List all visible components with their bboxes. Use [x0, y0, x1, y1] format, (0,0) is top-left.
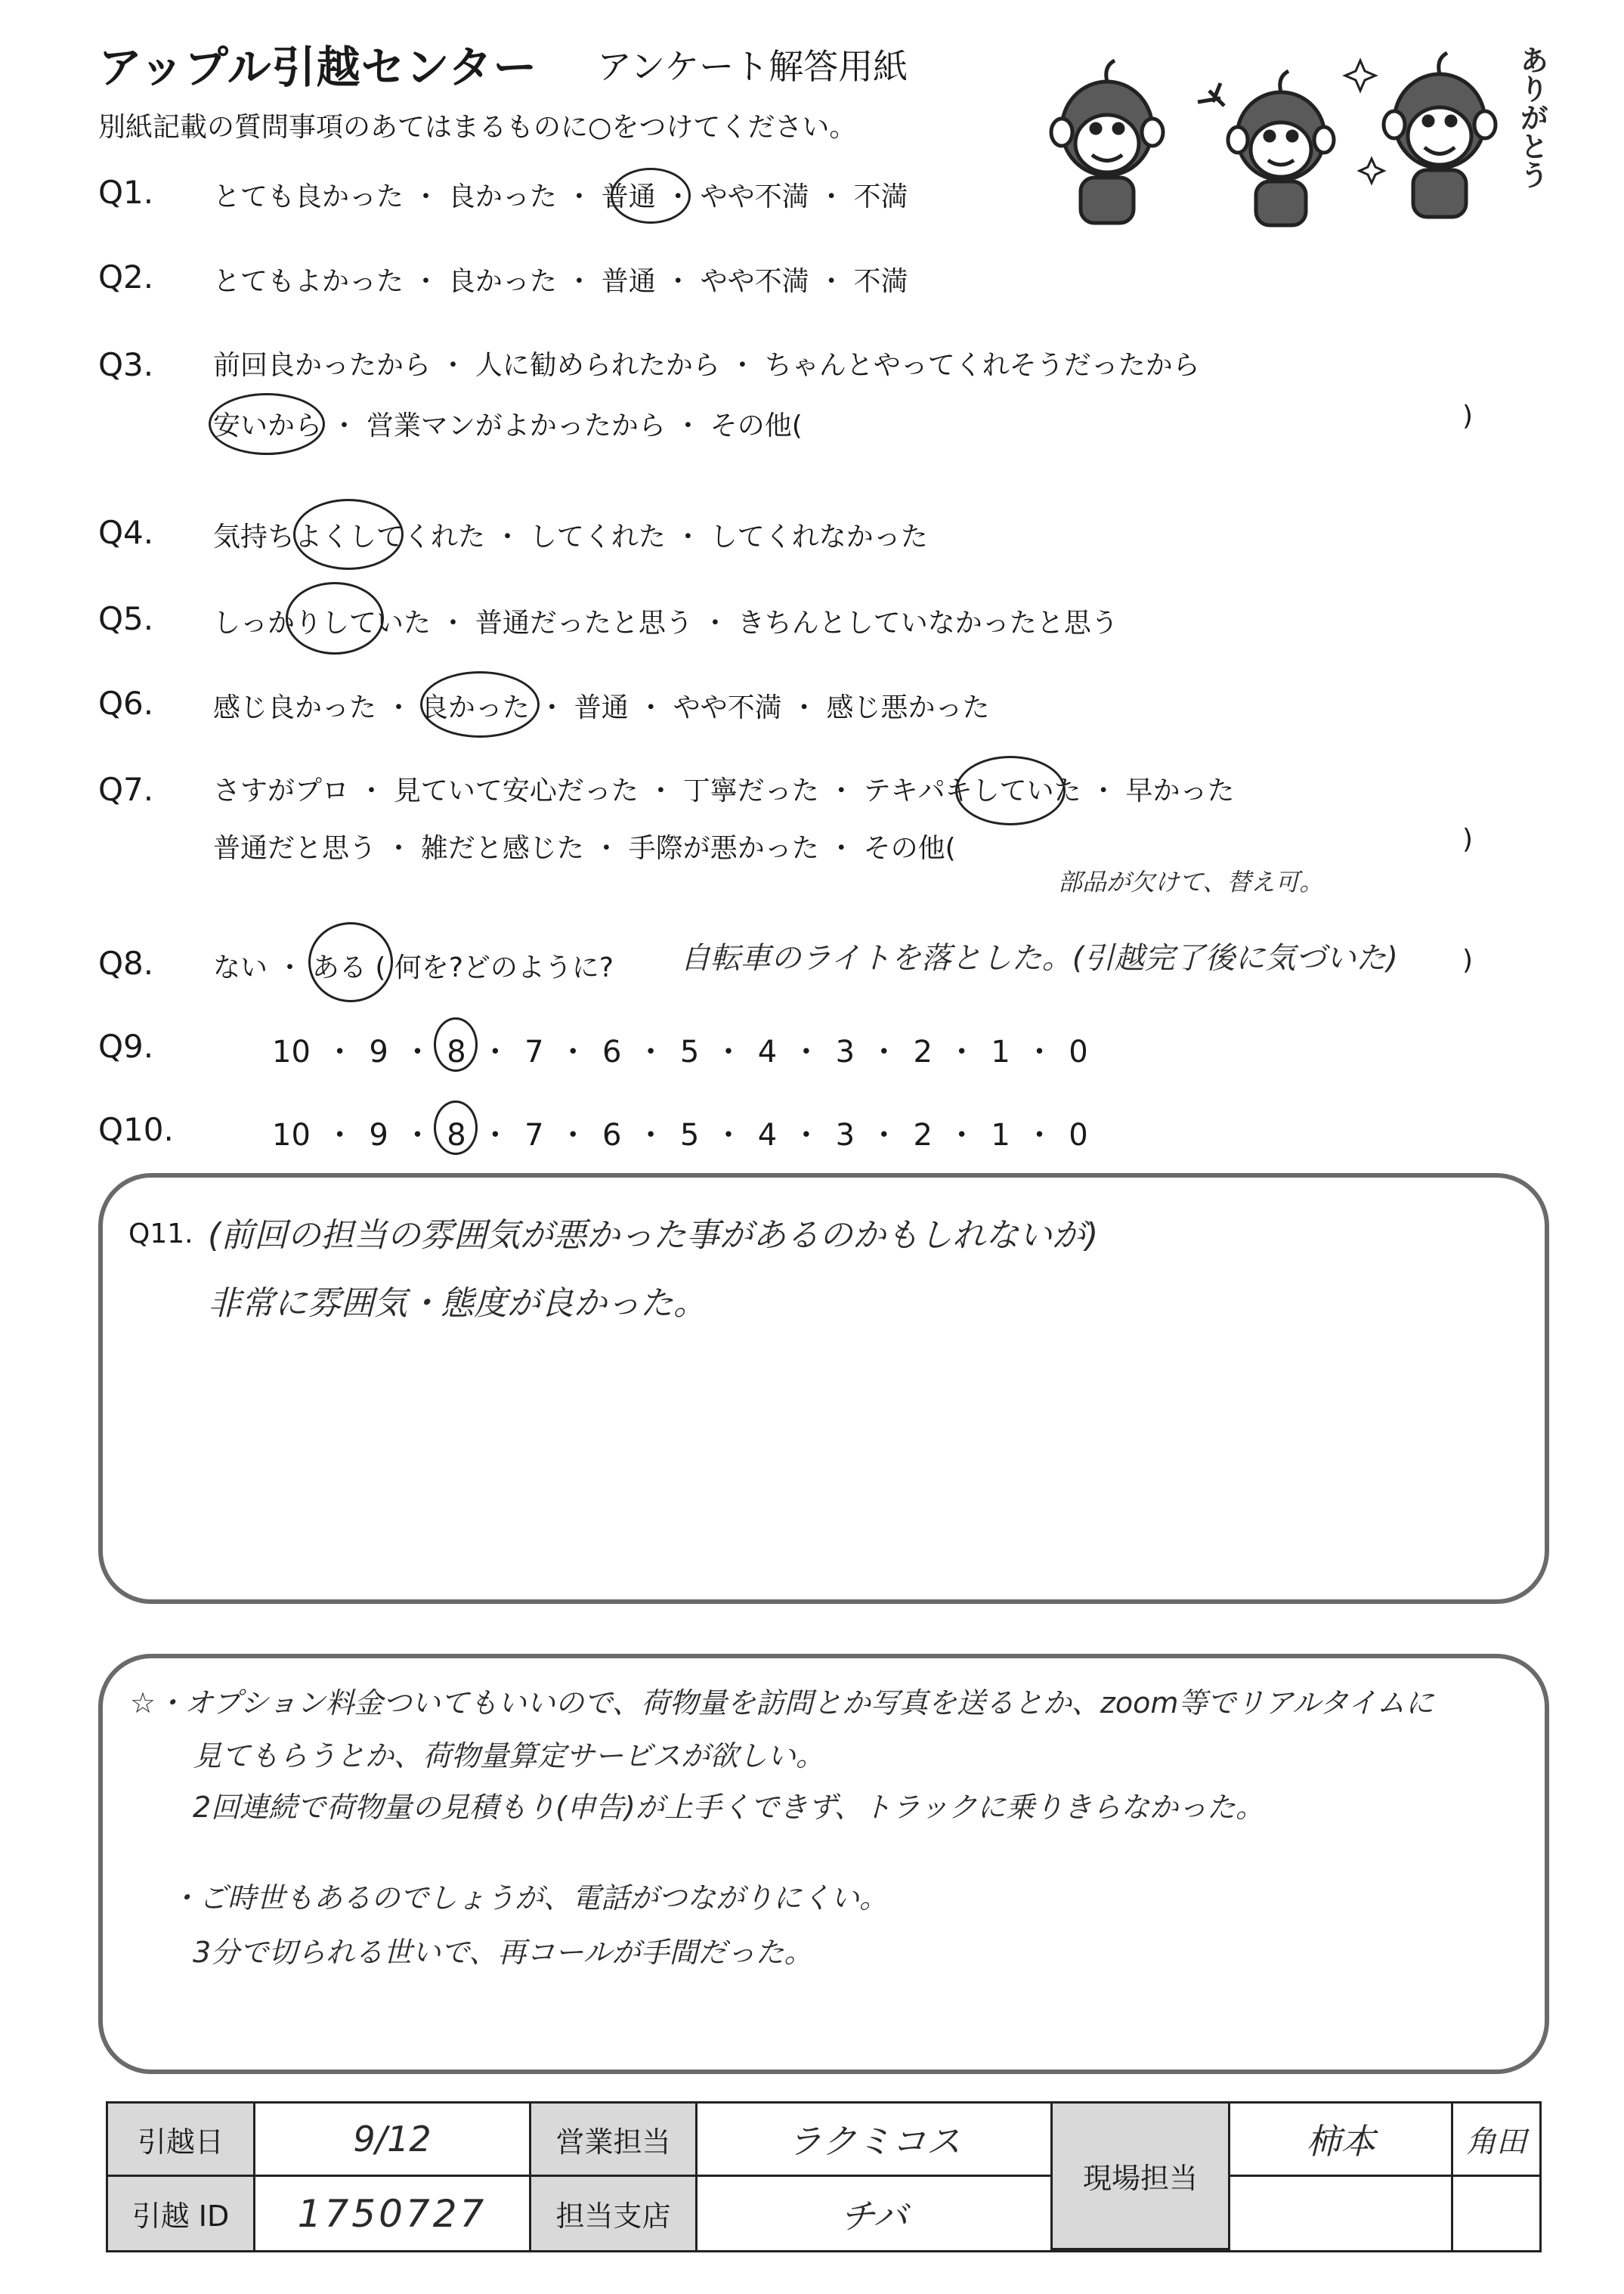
- question-number: Q1.: [98, 174, 154, 211]
- handwritten-comment: (前回の担当の雰囲気が悪かった事があるのかもしれないが): [208, 1216, 1099, 1255]
- handwritten-comment: ☆・オプション料金ついてもいいので、荷物量を訪問とか写真を送るとか、zoom等でリアルタイムに: [130, 1686, 1434, 1720]
- question-number: Q2.: [98, 259, 154, 296]
- selection-circle: [293, 499, 404, 570]
- answer-options: 安いから ・ 営業マンがよかったから ・ その他(: [213, 410, 803, 441]
- question-number: Q8.: [98, 945, 154, 982]
- moving-date-value: 9/12: [255, 2104, 531, 2177]
- page-title: アップル引越センター: [98, 42, 538, 93]
- question-number: Q6.: [98, 685, 154, 722]
- site-staff-value-1: 柿本: [1230, 2104, 1453, 2177]
- answer-options: 感じ良かった ・ 良かった ・ 普通 ・ やや不満 ・ 感じ悪かった: [213, 692, 990, 723]
- rating-scale: 10 ・ 9 ・ 8 ・ 7 ・ 6 ・ 5 ・ 4 ・ 3 ・ 2 ・ 1 ・ 0: [272, 1118, 1088, 1153]
- selection-circle: [286, 582, 384, 655]
- handwritten-comment: 見てもらうとか、荷物量算定サービスが欲しい。: [193, 1739, 825, 1772]
- answer-options: しっかりしていた ・ 普通だったと思う ・ きちんとしていなかったと思う: [213, 608, 1118, 639]
- branch-label: 担当支店: [531, 2177, 698, 2250]
- handwritten-note: 部品が欠けて、替え可。: [1058, 868, 1324, 896]
- site-staff-empty: [1230, 2177, 1453, 2250]
- selection-circle: [434, 1017, 478, 1072]
- site-staff-value-2: 角田: [1453, 2104, 1539, 2177]
- selection-circle: [420, 671, 540, 738]
- answer-options: 前回良かったから ・ 人に勧められたから ・ ちゃんとやってくれそうだったから: [213, 350, 1200, 381]
- sales-label: 営業担当: [531, 2104, 698, 2177]
- site-staff-label: 現場担当: [1053, 2104, 1230, 2250]
- question-number: Q4.: [98, 514, 154, 551]
- selection-circle: [209, 393, 325, 455]
- answer-options: とてもよかった ・ 良かった ・ 普通 ・ やや不満 ・ 不満: [213, 266, 908, 297]
- question-number: Q3.: [98, 346, 154, 383]
- selection-circle: [308, 922, 393, 1002]
- answer-options: さすがプロ ・ 見ていて安心だった ・ 丁寧だった ・ テキパキしていた ・ 早かった: [213, 776, 1235, 806]
- question-number: Q10.: [98, 1111, 174, 1148]
- answer-options: ない ・ ある ( 何を?どのように?: [213, 952, 614, 983]
- handwritten-comment: ・ご時世もあるのでしょうが、電話がつながりにくい。: [170, 1881, 889, 1915]
- instruction-text: 別紙記載の質問事項のあてはまるものに○をつけてください。: [98, 112, 857, 143]
- paren-close: ): [1462, 824, 1474, 855]
- move-info-table: [106, 2101, 1542, 2252]
- paren-close: ): [1462, 401, 1474, 432]
- handwritten-comment: 非常に雰囲気・態度が良かった。: [208, 1284, 707, 1323]
- question-number: Q11.: [128, 1218, 193, 1249]
- moving-id-label: 引越 ID: [108, 2177, 255, 2250]
- form-subtitle: アンケート解答用紙: [597, 46, 908, 87]
- moving-date-label: 引越日: [108, 2104, 255, 2177]
- sales-value: ラクミコス: [698, 2104, 1053, 2177]
- handwritten-comment: 3分で切られる世いで、再コールが手間だった。: [193, 1936, 813, 1969]
- answer-options: とても良かった ・ 良かった ・ 普通 ・ やや不満 ・ 不満: [213, 181, 908, 212]
- monkey-mascots-icon: [1028, 30, 1557, 234]
- moving-id-value: 1750727: [255, 2177, 531, 2250]
- question-number: Q9.: [98, 1028, 154, 1065]
- selection-circle: [955, 756, 1066, 825]
- handwritten-comment: 2回連続で荷物量の見積もり(申告)が上手くできず、トラックに乗りきらなかった。: [193, 1791, 1265, 1824]
- site-staff-empty: [1453, 2177, 1539, 2250]
- answer-options: 普通だと思う ・ 雑だと感じた ・ 手際が悪かった ・ その他(: [213, 833, 956, 864]
- selection-circle: [434, 1101, 478, 1155]
- paren-close: ): [1462, 945, 1474, 976]
- handwritten-answer: 自転車のライトを落とした。(引越完了後に気づいた): [680, 941, 1399, 976]
- mascot-caption: ありがとう: [1515, 45, 1548, 189]
- rating-scale: 10 ・ 9 ・ 8 ・ 7 ・ 6 ・ 5 ・ 4 ・ 3 ・ 2 ・ 1 ・ 0: [272, 1035, 1088, 1070]
- question-number: Q7.: [98, 771, 154, 808]
- branch-value: チバ: [698, 2177, 1053, 2250]
- answer-options: 気持ちよくしてくれた ・ してくれた ・ してくれなかった: [213, 522, 928, 553]
- selection-circle: [611, 168, 691, 224]
- mascot-illustration: [1028, 30, 1557, 234]
- question-number: Q5.: [98, 600, 154, 637]
